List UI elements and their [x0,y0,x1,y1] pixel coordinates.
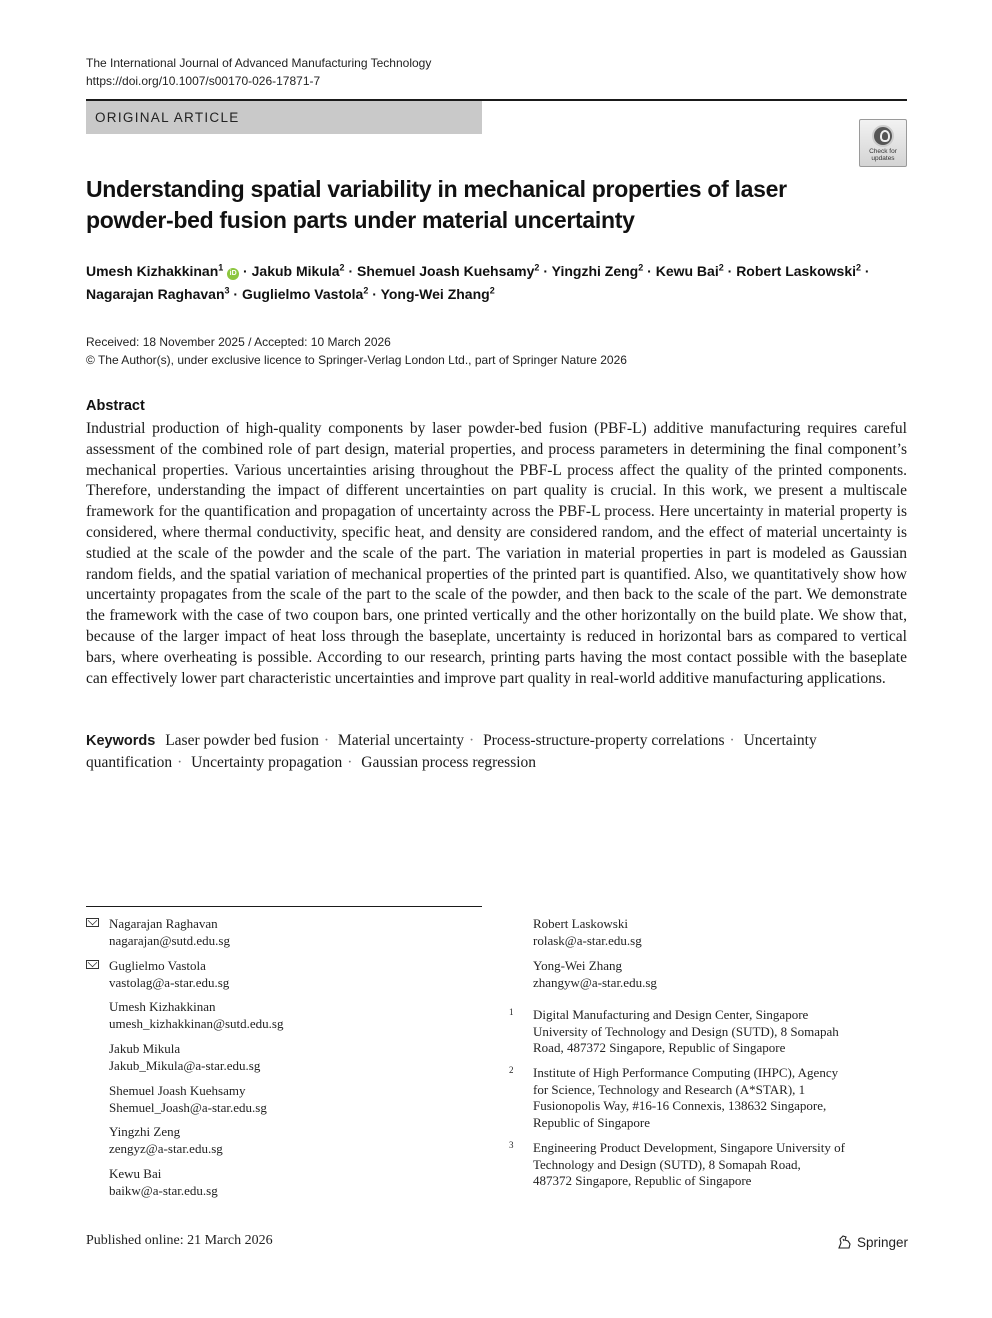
footnote-rule [86,906,482,907]
contact-name: Umesh Kizhakkinan [109,999,216,1014]
affiliation-line: Road, 487372 Singapore, Republic of Singapore [533,1040,786,1056]
corresponding-contact [86,957,229,991]
contact-name: Nagarajan Raghavan [109,916,218,931]
author-contact [86,1082,267,1116]
author-name[interactable]: Yingzhi Zeng [551,263,639,279]
author-affiliation-mark: 2 [856,262,862,273]
keywords-label: Keywords [86,733,156,749]
received-accepted-dates: Received: 18 November 2025 / Accepted: 10 March 2026 [86,335,391,349]
affiliation-line: 487372 Singapore, Republic of Singapore [533,1173,752,1189]
keyword: Uncertainty propagation [191,754,343,771]
contact-name: Yong-Wei Zhang [533,958,622,973]
affiliation-line: Technology and Design (SUTD), 8 Somapah Road, [533,1156,801,1172]
contact-name: Yingzhi Zeng [109,1124,181,1139]
affiliation-line: Engineering Product Development, Singapore University of [533,1140,845,1155]
author-contact [86,1123,223,1157]
check-updates-line1: Check for [869,148,897,155]
affiliation-line: Fusionopolis Way, #16-16 Connexis, 138632 Singapore, [533,1098,827,1114]
contact-name: Jakub Mikula [109,1041,181,1056]
author-affiliation-mark: 1 [218,262,224,273]
author-contact [86,1040,260,1074]
author-affiliation-mark: 2 [339,262,345,273]
author-name[interactable]: Guglielmo Vastola [241,286,364,302]
author-affiliation-mark: 2 [718,262,724,273]
check-for-updates-button[interactable] [859,119,907,167]
published-online-date: Published online: 21 March 2026 [86,1233,273,1248]
author-name[interactable]: Yong-Wei Zhang [380,286,490,302]
contact-email[interactable]: baikw@a-star.edu.sg [109,1183,218,1198]
contact-email[interactable]: umesh_kizhakkinan@sutd.edu.sg [109,1016,284,1031]
affiliation-number: 2 [509,1065,514,1075]
article-dates [86,333,627,369]
affiliation-number: 1 [509,1007,514,1017]
contact-email[interactable]: zhangyw@a-star.edu.sg [533,975,657,990]
author-affiliation-mark: 2 [638,262,644,273]
journal-header [86,54,431,90]
journal-name: The International Journal of Advanced Manufacturing Technology [86,56,432,70]
doi-link[interactable]: https://doi.org/10.1007/s00170-026-17871-7 [86,74,321,88]
abstract-heading: Abstract [86,398,145,414]
affiliation-line: University of Technology and Design (SUTD), 8 Somapah [533,1023,839,1039]
contact-name: Robert Laskowski [533,916,628,931]
contact-name: Kewu Bai [109,1166,162,1181]
keywords-section: Keywords Laser powder bed fusion · Material uncertainty · Process-structure-property correlations · Uncertainty quantification · Uncertainty propagation · Gaussian process regression [86,732,817,771]
keyword: Uncertainty quantification [86,732,817,771]
contact-name: Shemuel Joash Kuehsamy [109,1083,246,1098]
author-contact [533,957,657,991]
author-contact [86,1165,218,1199]
article-type-banner: ORIGINAL ARTICLE [86,101,482,134]
contact-email[interactable]: Shemuel_Joash@a-star.edu.sg [109,1100,267,1115]
affiliation-line: Republic of Singapore [533,1115,650,1131]
keyword: Laser powder bed fusion [165,732,319,749]
affiliation-line: for Science, Technology and Research (A*STAR), 1 [533,1081,806,1097]
author-affiliation-mark: 2 [363,285,369,296]
author-affiliation-mark: 2 [489,285,495,296]
affiliation [509,1140,878,1190]
check-updates-line2: updates [871,155,895,162]
contact-email[interactable]: vastolag@a-star.edu.sg [109,975,230,990]
paper-title: Understanding spatial variability in mechanical properties of laser powder-bed fusion parts under material uncertainty [86,176,787,233]
copyright-notice: © The Author(s), under exclusive licence to Springer-Verlag London Ltd., part of Springer Nature 2026 [86,353,627,367]
author-name[interactable]: Jakub Mikula [251,263,340,279]
author-name[interactable]: Kewu Bai [655,263,719,279]
contact-email[interactable]: nagarajan@sutd.edu.sg [109,933,230,948]
author-contact [533,915,642,949]
author-name[interactable]: Umesh Kizhakkinan [86,263,219,279]
check-updates-icon [872,125,894,147]
keyword: Process-structure-property correlations [483,732,725,749]
orcid-icon[interactable]: iD [227,268,239,280]
publisher-name: Springer [857,1235,909,1250]
author-contact [86,998,283,1032]
abstract-text: Industrial production of high-quality components by laser powder-bed fusion (PBF-L) additive manufacturing requires careful assessment of the combined role of part design, material properties, and process parameters in determining the final component’s mechanical properties. Various uncertainties arising throughout the PBF-L process affect the quality of the printed components. Therefore, understanding the impact of different uncertainties on part quality is crucial. In this work, we present a multiscale framework for the quantification and propagation of uncertainty across the PBF-L process. Here uncertainty in material property is considered, where thermal conductivity, specific heat, and density are considered random, and the effect of material uncertainty is studied at the scale of the powder and the scale of the part. The variation in material properties in part is modeled as Gaussian random fields, and the spatial variation of mechanical properties of the printed part is quantified. Also, we quantitatively show how uncertainty propagates from the scale of the part to the scale of the powder, and then back to the scale of the part. We demonstrate the framework with the case of two coupon bars, one printed vertically and the other horizontally on the build plate. We show that, because of the larger impact of heat loss through the baseplate, uncertainty is reduced in horizontal bars as compared to vertical bars, where overheating is possible. According to our research, printing parts having the most contact possible with the baseplate can effectively lower part characteristic uncertainties and improve part quality in real-world additive manufacturing applications. [86,420,907,687]
envelope-icon [86,960,99,969]
publisher-logo[interactable] [837,1235,908,1250]
affiliation [509,1007,878,1057]
author-name[interactable]: Nagarajan Raghavan [86,286,225,302]
affiliation-number: 3 [509,1140,514,1150]
envelope-icon [86,918,99,927]
contact-name: Guglielmo Vastola [109,958,206,973]
contact-email[interactable]: rolask@a-star.edu.sg [533,933,642,948]
affiliation [509,1065,878,1132]
contact-email[interactable]: Jakub_Mikula@a-star.edu.sg [109,1058,261,1073]
author-name[interactable]: Robert Laskowski [736,263,857,279]
affiliation-line: Institute of High Performance Computing (IHPC), Agency [533,1065,839,1080]
keyword: Material uncertainty [337,732,465,749]
author-list: Umesh Kizhakkinan$^1$ iD · Jakub Mikula$^2$ · Shemuel Joash Kuehsamy$^2$ · Yingzhi Zeng$^2$ · Kewu Bai$^2$ · Robert Laskowski$^2$ · Nagarajan Raghavan$^3$ · Guglielmo Vastola$^2$ · Yong-Wei Zhang$^2$ [86,262,870,302]
author-name[interactable]: Shemuel Joash Kuehsamy [357,263,535,279]
springer-horse-icon [837,1235,852,1249]
keyword: Gaussian process regression [361,754,537,771]
author-affiliation-mark: 3 [224,285,230,296]
contact-email[interactable]: zengyz@a-star.edu.sg [109,1141,223,1156]
corresponding-contact [86,915,230,949]
author-affiliation-mark: 2 [534,262,540,273]
affiliation-line: Digital Manufacturing and Design Center, Singapore [533,1007,809,1022]
